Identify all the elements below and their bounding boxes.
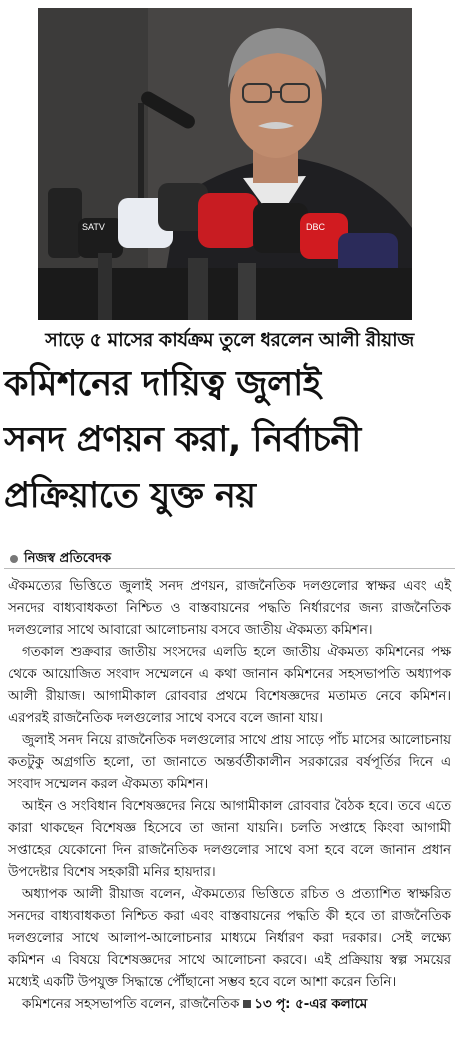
- article-body: [8, 576, 451, 1016]
- paragraph: জুলাই সনদ নিয়ে রাজনৈতিক দলগুলোর সাথে প্রায় সাড়ে পাঁচ মাসের আলোচনায় কতটুকু অগ্রগতি হলো, তা জানাতে অন্তর্বর্তীকালীন সরকারের বর্ষপূর্তির দিনে এ সংবাদ সম্মেলন করল ঐকমত্য কমিশন।: [8, 733, 451, 792]
- headline-line: প্রক্রিয়াতে যুক্ত নয়: [4, 476, 256, 516]
- byline: [10, 549, 111, 570]
- headline-line: কমিশনের দায়িত্ব জুলাই: [4, 364, 321, 404]
- square-icon: [243, 1000, 251, 1008]
- byline-text: নিজস্ব প্রতিবেদক: [24, 551, 112, 566]
- last-paragraph-text: কমিশনের সহসভাপতি বলেন, রাজনৈতিক: [22, 997, 240, 1012]
- paragraph: আইন ও সংবিধান বিশেষজ্ঞদের নিয়ে আগামীকাল রোববার বৈঠক হবে। তবে এতে কারা থাকছেন বিশেষজ্ঞ হিসেবে তা জানা যায়নি। চলতি সপ্তাহে কিংবা আগামী সপ্তাহের যেকোনো দিন রাজনৈতিক দলগুলোর সাথে বসা হবে বলে জানান প্রধান উপদেষ্টার বিশেষ সহকারী মনির হায়দার।: [8, 799, 451, 880]
- continuation-text: ১৩ পৃ: ৫-এর কলামে: [254, 997, 368, 1012]
- headline: [4, 356, 455, 524]
- paragraph: ঐকমত্যের ভিত্তিতে জুলাই সনদ প্রণয়ন, রাজনৈতিক দলগুলোর স্বাক্ষর এবং এই সনদের বাধ্যবাধকতা নিশ্চিত ও বাস্তবায়নের পদ্ধতি নির্ধারণের জন্য রাজনৈতিক দলগুলোর সাথে আবারো আলোচনায় বসবে জাতীয় ঐকমত্য কমিশন।: [8, 579, 451, 638]
- divider: [4, 568, 455, 569]
- headline-line: সনদ প্রণয়ন করা, নির্বাচনী: [4, 420, 361, 460]
- mic-brand-label: DBC: [306, 222, 326, 232]
- paragraph: অধ্যাপক আলী রীয়াজ বলেন, ঐকমত্যের ভিত্তিতে রচিত ও প্রত্যাশিত স্বাক্ষরিত সনদের বাধ্যবাধকতা নিশ্চিত করা এবং বাস্তবায়নের পদ্ধতি কী হবে তা রাজনৈতিক দলগুলোর সাথে আলাপ-আলোচনার মাধ্যমে নির্ধারণ করা দরকার। সেই লক্ষ্যে কমিশন এ বিষয়ে বিশেষজ্ঞদের সাথে আলোচনা করবে। এই প্রক্রিয়ায় স্বল্প সময়ের মধ্যেই একটি উপযুক্ত সিদ্ধান্তে পৌঁছানো সম্ভব হবে বলে আশা করেন তিনি।: [8, 887, 451, 990]
- bullet-icon: [10, 555, 18, 563]
- paragraph-last: [8, 994, 451, 1016]
- press-conference-photo: [38, 8, 412, 320]
- paragraph: গতকাল শুক্রবার জাতীয় সংসদের এলডি হলে জাতীয় ঐকমত্য কমিশনের পক্ষ থেকে আয়োজিত সংবাদ সম্মেলনে এ কথা জানান কমিশনের সহসভাপতি অধ্যাপক আলী রীয়াজ। আগামীকাল রোববার প্রথমে বিশেষজ্ঞদের মতামত নেবে কমিশন। এরপরই রাজনৈতিক দলগুলোর সাথে বসবে বলে জানা যায়।: [8, 645, 451, 726]
- kicker: সাড়ে ৫ মাসের কার্যক্রম তুলে ধরলেন আলী রীয়াজ: [45, 329, 414, 351]
- continuation-note: [243, 997, 367, 1012]
- mic-brand-label: SATV: [82, 222, 105, 232]
